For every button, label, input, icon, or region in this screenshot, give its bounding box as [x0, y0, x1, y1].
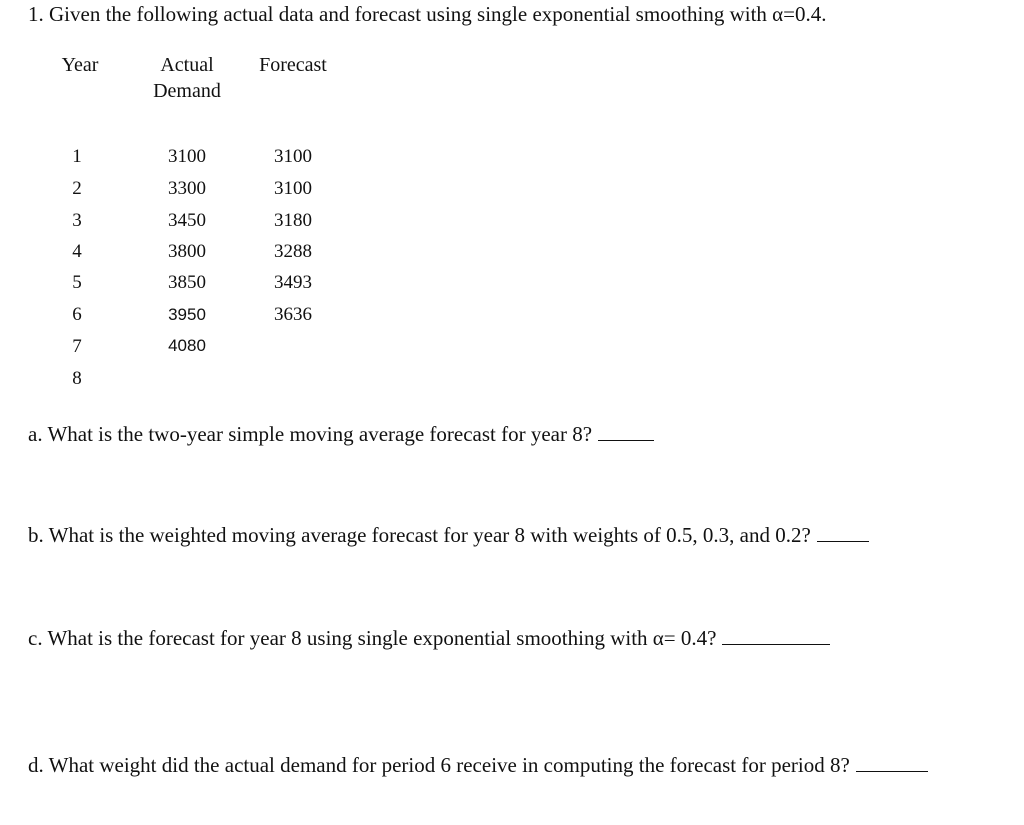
year-cell: 8 — [72, 368, 82, 389]
header-actual-demand — [140, 52, 234, 104]
forecast-cell: 3180 — [274, 210, 312, 231]
actual-cell: 3100 — [168, 146, 206, 167]
question-c-text: c. What is the forecast for year 8 using single exponential smoothing with α= 0.4? — [28, 626, 717, 650]
forecast-cell: 3100 — [274, 146, 312, 167]
year-cell: 5 — [72, 272, 82, 293]
year-cell: 6 — [72, 304, 82, 325]
actual-cell: 4080 — [168, 336, 206, 355]
question-d-text: d. What weight did the actual demand for period 6 receive in computing the forecast for period 8? — [28, 753, 850, 777]
answer-blank-d[interactable] — [856, 753, 928, 772]
header-actual-line1: Actual — [160, 54, 214, 76]
year-cell: 7 — [72, 336, 82, 357]
forecast-cell: 3493 — [274, 272, 312, 293]
question-d — [28, 753, 928, 778]
header-actual-line2: Demand — [153, 80, 221, 102]
actual-cell: 3300 — [168, 178, 206, 199]
answer-blank-b[interactable] — [817, 523, 869, 542]
year-cell: 4 — [72, 241, 82, 262]
actual-cell: 3800 — [168, 241, 206, 262]
forecast-cell: 3100 — [274, 178, 312, 199]
question-a — [28, 422, 654, 447]
question-c — [28, 626, 830, 651]
question-a-text: a. What is the two-year simple moving average forecast for year 8? — [28, 422, 593, 446]
header-year: Year — [61, 54, 99, 76]
actual-cell: 3450 — [168, 210, 206, 231]
answer-blank-a[interactable] — [598, 422, 654, 441]
question-b-text: b. What is the weighted moving average forecast for year 8 with weights of 0.5, 0.3, and 0.2? — [28, 523, 811, 547]
forecast-cell: 3288 — [274, 241, 312, 262]
actual-cell: 3850 — [168, 272, 206, 293]
question-b — [28, 523, 869, 548]
year-cell: 1 — [72, 146, 82, 167]
forecast-cell: 3636 — [274, 304, 312, 325]
year-cell: 2 — [72, 178, 82, 199]
problem-title: 1. Given the following actual data and forecast using single exponential smoothing with α=0.4. — [28, 2, 827, 26]
actual-cell: 3950 — [168, 305, 206, 324]
header-forecast: Forecast — [259, 54, 327, 76]
answer-blank-c[interactable] — [722, 626, 830, 645]
year-cell: 3 — [72, 210, 82, 231]
